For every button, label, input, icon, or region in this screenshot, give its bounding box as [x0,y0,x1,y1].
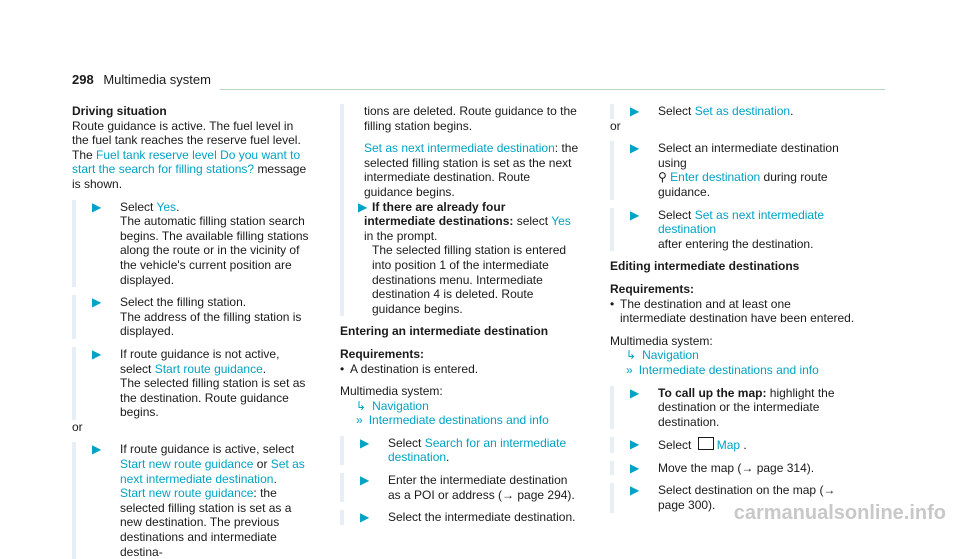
step-arrow-icon: ▶ [630,385,640,400]
step-set-next-intermediate: ▶ Select Set as next intermediate destination after entering the destination. [610,208,860,252]
submenu-arrow-icon: » [356,413,363,428]
multimedia-label: Multimedia system: [610,333,713,348]
step-select-map: ▶ Select Map . [610,437,860,453]
step-arrow-icon: ▶ [630,460,640,475]
column-1 [72,104,312,559]
set-next-intermediate-link-2[interactable]: Set as next intermediate destination [658,207,825,237]
set-next-intermediate-link[interactable]: Set as next intermediate destination [364,141,555,156]
map-menu-icon [698,437,714,450]
requirements-label: Requirements: [340,346,425,361]
step-arrow-icon: ▶ [92,442,102,457]
step-arrow-icon: ▶ [92,346,102,361]
start-new-route-link[interactable]: Start new route guidance [120,457,254,472]
start-new-route-link-2[interactable]: Start new route guidance [120,486,254,501]
requirement-item: • A destination is entered. [340,361,479,376]
intro-text: Route guidance is active. The fuel level in the fuel tank reaches the reserve fuel level. [72,118,301,148]
yes-link[interactable]: Yes [156,199,177,214]
nav-navigation: ↳ Navigation [626,348,699,363]
search-icon: ⚲ [658,170,667,185]
menu-arrow-icon: ↳ [356,398,367,413]
step-select-yes: ▶ Select Yes. The automatic filling station search begins. The available filling stations along the route or in the vicinity of the vehicle's current position are displayed. [72,200,312,288]
step-arrow-icon: ▶ [360,435,370,450]
watermark: carmanualsonline.info [733,502,946,524]
step-select-station: ▶ Select the filling station. The address of the filling station is displayed. [72,295,312,339]
step-enter-destination: ▶ Select an intermediate destination using ⚲ Enter destination during route guidance. [610,141,860,199]
step-set-destination: ▶ Select Set as destination. [610,104,860,119]
step-arrow-icon: ▶ [630,483,640,498]
search-intermediate-link[interactable]: Search for an intermediate destination [388,435,567,465]
nav-intermediate: » Intermediate destinations and info [356,413,549,428]
requirements-label: Requirements: [610,281,695,296]
column-2 [340,104,580,525]
or-text: or [610,118,621,133]
step-arrow-icon: ▶ [92,199,102,214]
step-arrow-icon: ▶ [92,295,102,310]
step-arrow-icon: ▶ [360,473,370,488]
page-number: 298 [72,72,94,87]
step-select-on-map: ▶ Select destination on the map (→ page 300). [610,483,860,512]
message-link[interactable]: Fuel tank reserve level Do you want to start the search for filling stations? [72,147,301,177]
step-arrow-icon: ▶ [630,437,640,452]
step-route-active: ▶ If route guidance is active, select Start new route guidance or Set as next intermediate destination. Start new route guidance: the selected filling station is set as a new destination. The previous destinations and intermediate destina- [72,442,312,559]
enter-destination-link[interactable]: Enter destination [670,170,761,185]
map-link[interactable]: Map [716,438,741,453]
message-text: The Fuel tank reserve level Do you want to start the search for filling stations? message is shown. [72,147,307,191]
step-arrow-icon: ▶ [630,141,640,156]
multimedia-label: Multimedia system: [340,384,443,399]
next-intermediate-link[interactable]: Set as next intermediate destination [120,457,305,486]
step-call-up-map: ▶ To call up the map: highlight the destination or the intermediate destination. [610,386,860,430]
step-arrow-icon: ▶ [360,510,370,525]
step-search-intermediate: ▶ Select Search for an intermediate destination. [340,436,580,465]
step-select-intermediate: ▶ Select the intermediate destination. [340,510,580,525]
heading-entering: Entering an intermediate destination [340,324,549,339]
page-header [72,72,211,87]
step-arrow-icon: ▶ [358,199,368,214]
nav-navigation: ↳ Navigation [356,398,429,413]
step-continued: tions are deleted. Route guidance to the filling station begins. Set as next intermediate destination: the selected filling station is set as the next intermediate destination. Route guidance begins. ▶ If there are already four intermediate destinations: select Yes in the prompt. The selected filling station is entered into position 1 of the intermediate destinations menu. Intermediate destination 4 is deleted. Route guidance begins. [340,104,580,316]
yes-link-2[interactable]: Yes [551,214,571,229]
section-title: Multimedia system [103,72,211,87]
nav-intermediate: » Intermediate destinations and info [626,362,819,377]
requirement-item: • The destination and at least one intermediate destination have been entered. [610,296,855,326]
step-arrow-icon: ▶ [630,207,640,222]
menu-arrow-icon: ↳ [626,348,637,363]
step-move-map: ▶ Move the map (→ page 314). [610,461,860,476]
submenu-arrow-icon: » [626,362,633,377]
header-rule [220,89,885,90]
start-route-link[interactable]: Start route guidance [154,361,263,376]
step-enter-intermediate: ▶ Enter the intermediate destination as a POI or address (→ page 294). [340,473,580,502]
heading-editing: Editing intermediate destinations [610,259,800,274]
step-arrow-icon: ▶ [630,104,640,118]
set-destination-link[interactable]: Set as destination [694,104,791,118]
step-start-route: ▶ If route guidance is not active, select Start route guidance. The selected filling station is set as the destination. Route guidance begins. [72,347,312,420]
heading-driving-situation: Driving situation [72,104,167,118]
or-text: or [72,419,83,434]
column-3 [610,104,860,513]
